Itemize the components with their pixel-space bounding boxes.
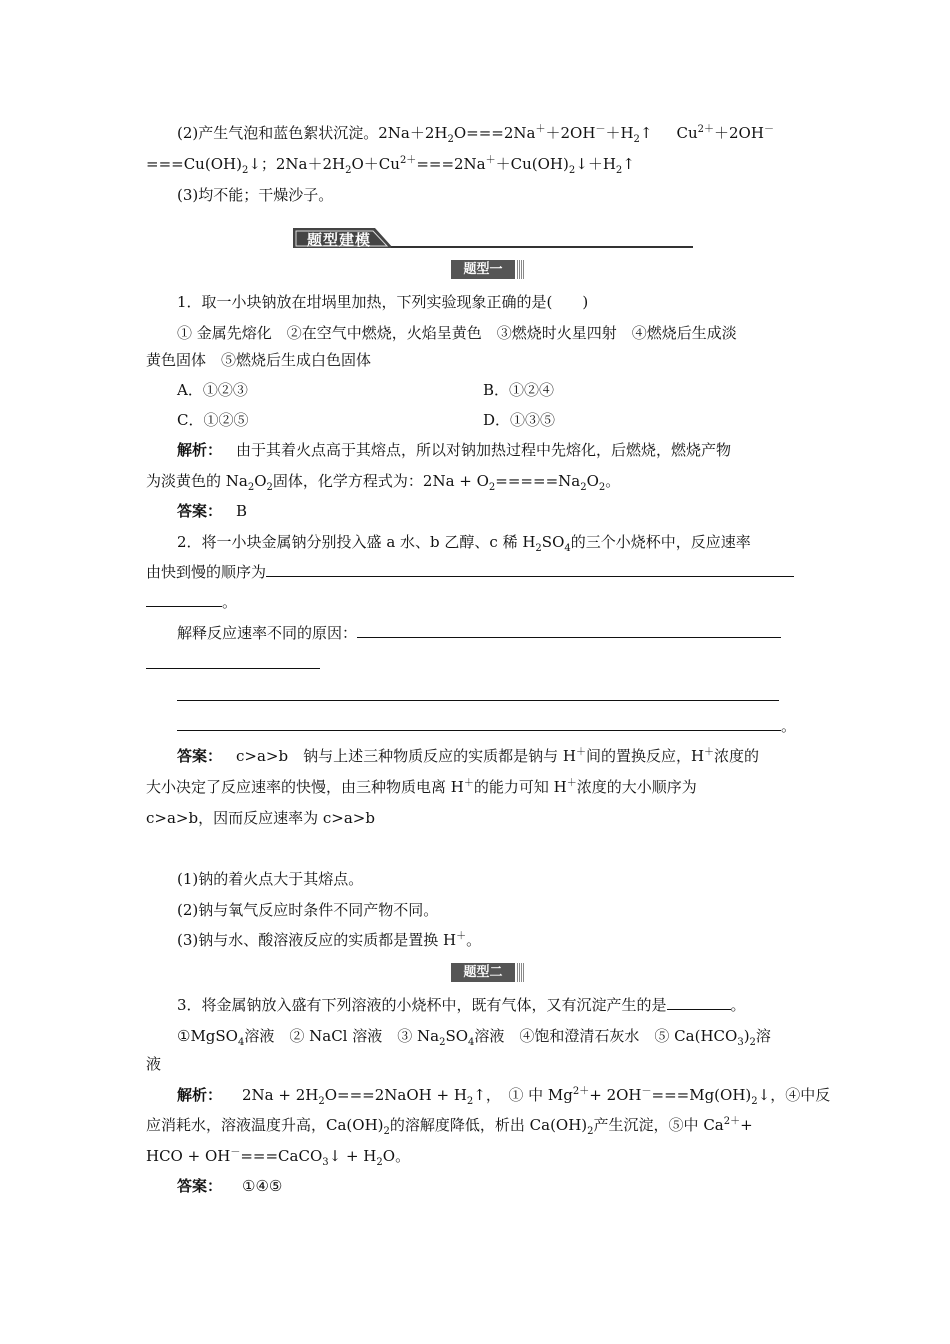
- q2-reason-line-4: 。: [177, 716, 806, 736]
- q1-analysis-line-1: 解析： 由于其着火点高于其熔点，所以对钠加热过程中先熔化，后燃烧，燃烧产物: [177, 441, 732, 459]
- type-one-label: 题型一: [451, 260, 515, 279]
- q2-stem-line-1: 2．将一小块金属钠分别投入盛 a 水、b 乙醇、c 稀 $H_2SO_4$的三个小烧杯中，反应速率: [177, 533, 751, 554]
- q2-reason-blank-4[interactable]: [177, 716, 781, 731]
- q1-analysis-label: 解析：: [177, 441, 223, 459]
- q2-stem-line-3: 。: [146, 592, 806, 612]
- summary-3: (3)钠与水、酸溶液反应的实质都是置换 H＋。: [177, 931, 482, 949]
- tag-stripes: [517, 260, 525, 279]
- intro-line-2: (2)产生气泡和蓝色絮状沉淀。$2Na+2H_2O===2Na^++2OH^-+H_2↑$ $Cu^{2+}+2OH^-$: [177, 124, 774, 145]
- q1-choice-a: A．①②③: [177, 381, 248, 399]
- q2-order-blank-cont[interactable]: [146, 592, 222, 607]
- q2-reason-blank-2[interactable]: [146, 654, 320, 669]
- q2-reason-line: 解释反应速率不同的原因：: [177, 623, 806, 643]
- type-one-tag: [451, 260, 523, 279]
- q2-stem-line-2: 由快到慢的顺序为: [146, 562, 806, 582]
- q2-reason-line-2: [146, 654, 806, 674]
- summary-1: (1)钠的着火点大于其熔点。: [177, 870, 364, 888]
- type-two-tag: [451, 963, 523, 982]
- q3-analysis-line-2: 应消耗水，溶液温度升高，$Ca(OH)_2$的溶解度降低，析出 $Ca(OH)_2$产生沉淀，⑤中 $Ca^{2+}+$: [146, 1116, 753, 1137]
- intro-line-3: (3)均不能；干燥沙子。: [177, 186, 334, 204]
- section-banner: [293, 228, 693, 252]
- q1-choice-c: C．①②⑤: [177, 411, 249, 429]
- q2-reason-blank-3[interactable]: [177, 686, 779, 701]
- q3-answer-blank[interactable]: [667, 995, 731, 1010]
- q3-options-line-2: 液: [146, 1055, 162, 1073]
- q1-analysis-line-2: 为淡黄色的 $Na_2O_2$固体，化学方程式为：$2Na + O_2=====Na_2O_2$。: [146, 472, 621, 493]
- banner-title: 题型建模: [307, 231, 372, 249]
- q2-answer-line-2: 大小决定了反应速率的快慢，由三种物质电离 H＋的能力可知 H＋浓度的大小顺序为: [146, 778, 697, 796]
- q3-stem: 3．将金属钠放入盛有下列溶液的小烧杯中，既有气体，又有沉淀产生的是 。: [177, 996, 746, 1014]
- q3-options-line-1: ①MgSO$_4$溶液 ② NaCl 溶液 ③ $Na_2SO_4$溶液 ④饱和澄清石灰水 ⑤ $Ca(HCO_3)_2$溶: [177, 1027, 771, 1048]
- q1-stem: 1．取一小块钠放在坩埚里加热，下列实验现象正确的是( ): [177, 293, 589, 311]
- q2-answer-line-3: c>a>b，因而反应速率为 c>a>b: [146, 809, 375, 827]
- q1-choice-d: D．①③⑤: [483, 411, 556, 429]
- q2-order-blank[interactable]: [266, 562, 794, 577]
- q1-options-line-2: 黄色固体 ⑤燃烧后生成白色固体: [146, 351, 372, 369]
- tag-stripes-2: [517, 963, 525, 982]
- q2-answer-line-1: 答案： c>a>b 钠与上述三种物质反应的实质都是钠与 H＋间的置换反应，H＋浓度的: [177, 747, 760, 765]
- q1-choice-b: B．①②④: [483, 381, 555, 399]
- q2-reason-blank[interactable]: [357, 623, 781, 638]
- q1-options-line-1: ① 金属先熔化 ②在空气中燃烧，火焰呈黄色 ③燃烧时火星四射 ④燃烧后生成淡: [177, 324, 737, 342]
- q3-analysis-line-1: 解析： $2Na + 2H_2O===2NaOH$ + $H_2↑$， ① 中 $Mg^{2+}+$ $2OH^-===Mg(OH)_2↓$，④中反: [177, 1086, 831, 1107]
- q3-analysis-line-3: HCO + OH－===CaCO$_3$↓ + $H_2O$。: [146, 1147, 411, 1168]
- summary-2: (2)钠与氧气反应时条件不同产物不同。: [177, 901, 439, 919]
- q1-answer: 答案： B: [177, 502, 248, 520]
- type-two-label: 题型二: [451, 963, 515, 982]
- intro-line-2-cont: $===Cu(OH)_2↓$；$2Na+2H_2O+Cu^{2+}===2Na^++Cu(OH)_2↓+H_2↑$: [146, 155, 635, 176]
- q2-reason-line-3: [177, 686, 806, 706]
- q3-answer: 答案： ①④⑤: [177, 1177, 283, 1195]
